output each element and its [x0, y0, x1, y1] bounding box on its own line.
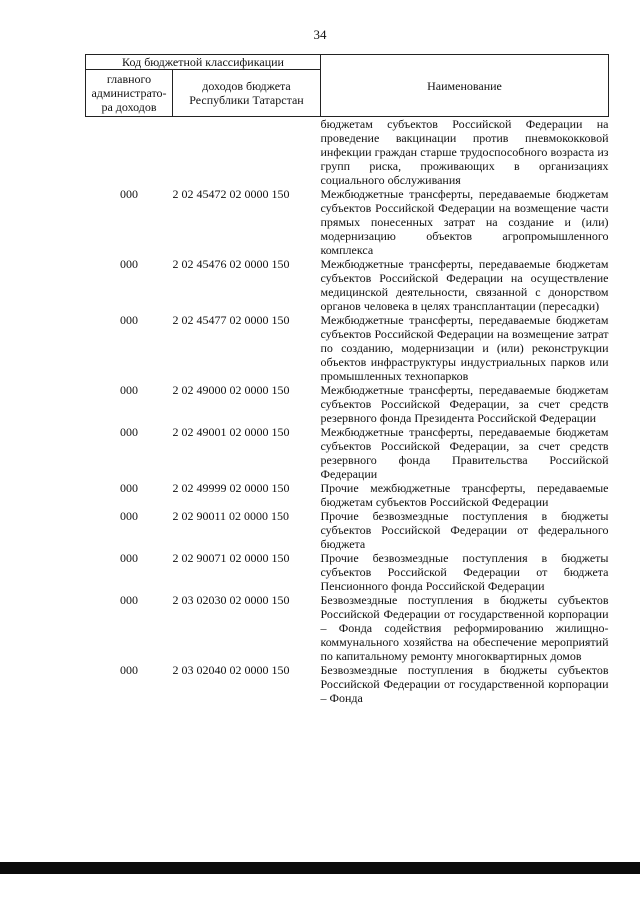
admin-code: 000 — [120, 313, 138, 327]
income-code: 2 03 02030 02 0000 150 — [172, 593, 290, 607]
table-row — [86, 257, 609, 313]
income-code: 2 02 45476 02 0000 150 — [172, 257, 290, 271]
income-code: 2 02 90071 02 0000 150 — [172, 551, 290, 565]
row-description: Прочие межбюджетные трансферты, передаваемые бюджетам субъектов Российской Федерации — [320, 481, 609, 509]
table-row — [86, 187, 609, 257]
admin-code: 000 — [120, 509, 138, 523]
table-row — [86, 593, 609, 663]
income-code: 2 02 45477 02 0000 150 — [172, 313, 290, 327]
header-income-code: доходов бюджета Республики Татарстан — [173, 70, 321, 117]
row-description: бюджетам субъектов Российской Федерации на проведение вакцинации против пневмококковой инфекции граждан старше трудоспособного возраста из групп риска, проживающих в организациях социального обслуживания — [320, 117, 609, 187]
table-row — [86, 509, 609, 551]
table-row — [86, 663, 609, 705]
income-code: 2 02 90011 02 0000 150 — [172, 509, 290, 523]
row-description: Межбюджетные трансферты, передаваемые бюджетам субъектов Российской Федерации на осуществление медицинской деятельности, связанной с донорством органов человека в целях трансплантации (пересадки) — [320, 257, 609, 313]
admin-code: 000 — [120, 383, 138, 397]
income-code — [173, 117, 321, 188]
income-code: 2 02 49999 02 0000 150 — [172, 481, 290, 495]
scan-edge-bar — [0, 862, 640, 874]
income-code: 2 02 49001 02 0000 150 — [172, 425, 290, 439]
admin-code: 000 — [120, 481, 138, 495]
table-row — [86, 117, 609, 188]
table-row — [86, 313, 609, 383]
row-description: Прочие безвозмездные поступления в бюджеты субъектов Российской Федерации от федерального бюджета — [320, 509, 609, 551]
table-row — [86, 383, 609, 425]
admin-code: 000 — [120, 257, 138, 271]
row-description: Межбюджетные трансферты, передаваемые бюджетам субъектов Российской Федерации, за счет средств резервного фонда Президента Российской Федерации — [320, 383, 609, 425]
table-row — [86, 425, 609, 481]
row-description: Межбюджетные трансферты, передаваемые бюджетам субъектов Российской Федерации на возмещение затрат по созданию, модернизации и (или) реконструкции объектов инфраструктуры индустриальных парков или промышленных технопарков — [320, 313, 609, 383]
admin-code: 000 — [120, 187, 138, 201]
row-description: Прочие безвозмездные поступления в бюджеты субъектов Российской Федерации от бюджета Пенсионного фонда Российской Федерации — [320, 551, 609, 593]
header-classification-code: Код бюджетной классификации — [86, 55, 321, 70]
income-code: 2 02 49000 02 0000 150 — [172, 383, 290, 397]
admin-code: 000 — [120, 593, 138, 607]
admin-code: 000 — [120, 551, 138, 565]
row-description: Межбюджетные трансферты, передаваемые бюджетам субъектов Российской Федерации на возмещение части прямых понесенных затрат на создание и (или) модернизацию объектов агропромышленного комплекса — [320, 187, 609, 257]
page-number: 34 — [313, 27, 327, 42]
income-code: 2 03 02040 02 0000 150 — [172, 663, 290, 677]
income-code: 2 02 45472 02 0000 150 — [172, 187, 290, 201]
row-description: Межбюджетные трансферты, передаваемые бюджетам субъектов Российской Федерации, за счет средств резервного фонда Правительства Российской Федерации — [320, 425, 609, 481]
admin-code: 000 — [120, 663, 138, 677]
header-name: Наименование — [321, 55, 609, 117]
table-row — [86, 481, 609, 509]
header-chief-administrator: главного администрато-ра доходов — [86, 70, 173, 117]
row-description: Безвозмездные поступления в бюджеты субъектов Российской Федерации от государственной корпорации – Фонда — [320, 663, 609, 705]
budget-classification-table — [85, 54, 609, 705]
admin-code: 000 — [120, 425, 138, 439]
admin-code — [86, 117, 173, 188]
row-description: Безвозмездные поступления в бюджеты субъектов Российской Федерации от государственной корпорации – Фонда содействия реформированию жилищно-коммунального хозяйства на обеспечение мероприятий по капитальному ремонту многоквартирных домов — [320, 593, 609, 663]
table-row — [86, 551, 609, 593]
